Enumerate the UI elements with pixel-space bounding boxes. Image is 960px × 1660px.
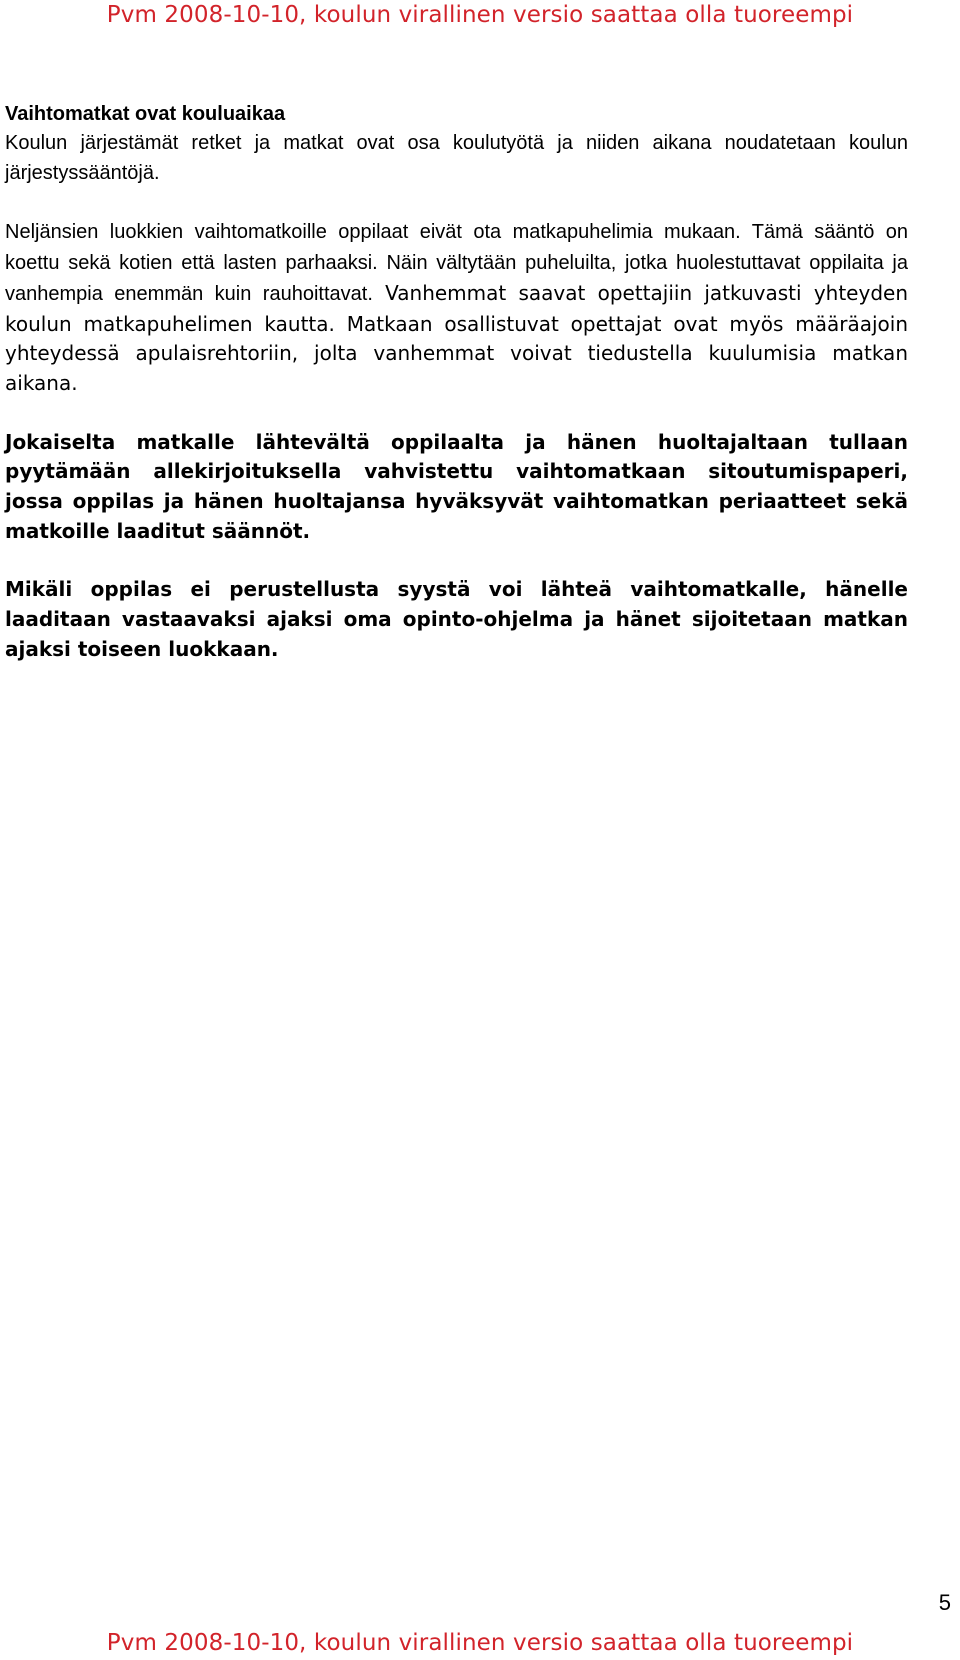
paragraph-school-trips: Koulun järjestämät retket ja matkat ovat osa koulutyötä ja niiden aikana noudatetaan koulun järjestyssääntöjä. [5,132,908,184]
paragraph-mobile-phones-part1: Neljänsien luokkien vaihtomatkoille oppilaat eivät ota matkapuhelimia mukaan. Tämä sääntö on koettu sekä kotien että lasten parhaaksi. [5,221,908,275]
paragraph-mobile-phones-part2: Näin vältytään puheluilta, jotka huolestuttavat oppilaita ja vanhempia enemmän kuin rauhoittavat. [5,252,908,305]
paragraph-spacer [5,188,908,217]
page-number: 5 [938,1590,951,1615]
page-footer: Pvm 2008-10-10, koulun virallinen versio saattaa olla tuoreempi [106,1630,854,1656]
paragraph-mobile-phones-part3: Vanhemmat saavat opettajiin jatkuvasti yhteyden koulun matkapuhelimen kautta. [5,280,908,336]
paragraph-spacer [5,399,908,428]
paragraph-commitment-paper: Jokaiselta matkalle lähtevältä oppilaalta ja hänen huoltajaltaan tullaan pyytämään allekirjoituksella vahvistettu vaihtomatkaan sitoutumispaperi, jossa oppilas ja hänen huoltajansa hyväksyvät vaihtomatkan periaatteet sekä matkoille laaditut säännöt. [5,429,908,543]
page-header: Pvm 2008-10-10, koulun virallinen versio saattaa olla tuoreempi [106,2,854,28]
paragraph-mobile-phones-part4: Matkaan osallistuvat opettajat ovat myös määräajoin yhteydessä apulaisrehtoriin, jolta vanhemmat voivat tiedustella kuulumisia matkan aikana. [5,311,908,395]
section-heading: Vaihtomatkat ovat kouluaikaa [5,103,286,125]
paragraph-spacer [5,546,908,575]
paragraph-mobile-phones [5,217,908,398]
document-body [5,100,908,665]
paragraph-alternative-program: Mikäli oppilas ei perustellusta syystä voi lähteä vaihtomatkalle, hänelle laaditaan vastaavaksi ajaksi oma opinto-ohjelma ja hänet sijoitetaan matkan ajaksi toiseen luokkaan. [5,577,908,661]
